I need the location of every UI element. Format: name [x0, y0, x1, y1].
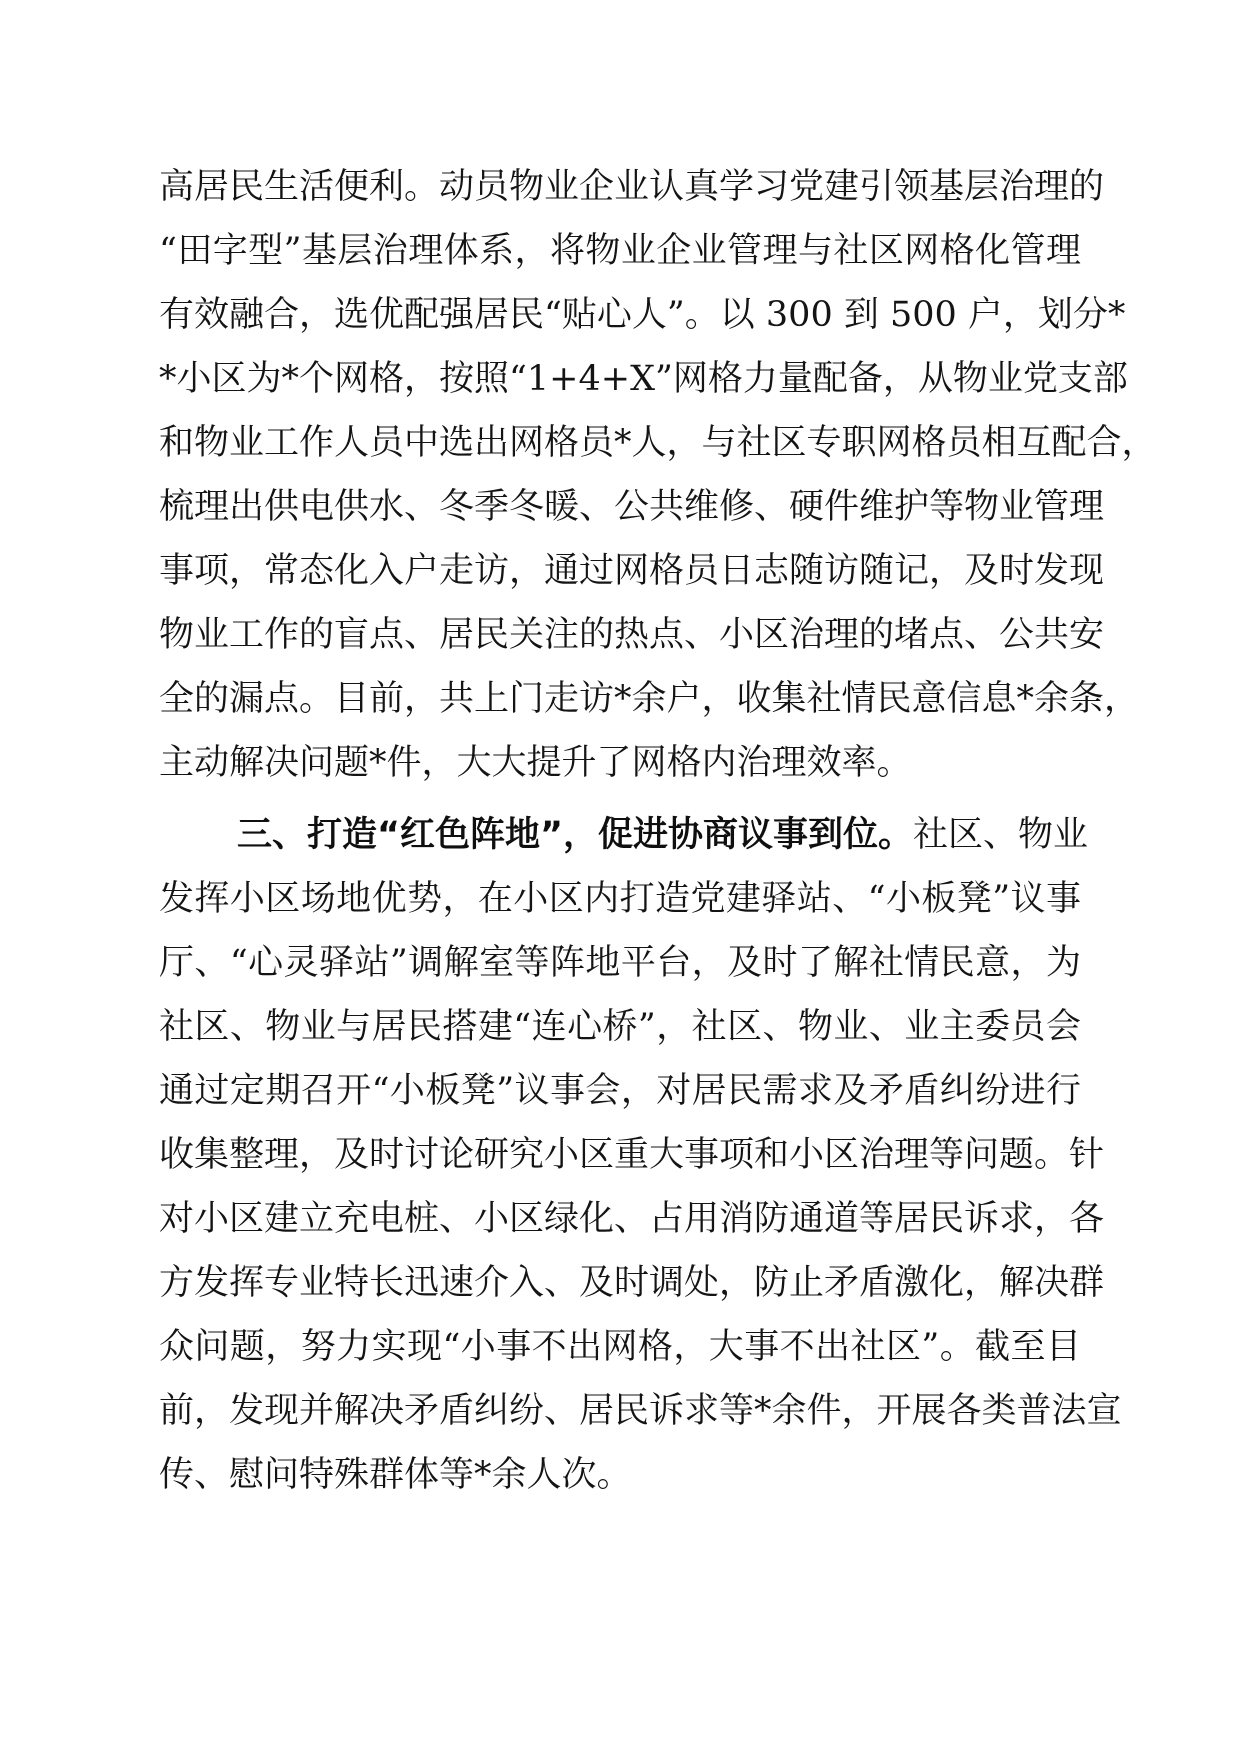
- text-line: 主动解决问题*件，大大提升了网格内治理效率。: [159, 743, 912, 783]
- text-line: 高居民生活便利。动员物业企业认真学习党建引领基层治理的: [159, 167, 1105, 207]
- text-line: 传、慰问特殊群体等*余人次。: [159, 1455, 632, 1495]
- text-line: 社区、物业与居民搭建“连心桥”，社区、物业、业主委员会: [159, 1007, 1081, 1047]
- text-line: 和物业工作人员中选出网格员*人，与社区专职网格员相互配合，: [159, 423, 1157, 463]
- text-line: 物业工作的盲点、居民关注的热点、小区治理的堵点、公共安: [159, 615, 1105, 655]
- text-line: 对小区建立充电桩、小区绿化、占用消防通道等居民诉求，各: [159, 1199, 1105, 1239]
- text-line: 方发挥专业特长迅速介入、及时调处，防止矛盾激化，解决群: [159, 1263, 1105, 1303]
- heading-line-continuation: 社区、物业: [913, 815, 1089, 855]
- section-heading-line: [237, 803, 1089, 867]
- text-line: 全的漏点。目前，共上门走访*余户，收集社情民意信息*余条，: [159, 679, 1140, 719]
- text-line: 厅、“心灵驿站”调解室等阵地平台，及时了解社情民意，为: [159, 943, 1081, 983]
- text-line: 有效融合，选优配强居民“贴心人”。以 300 到 500 户，划分*: [159, 295, 1126, 335]
- text-line: 通过定期召开“小板凳”议事会，对居民需求及矛盾纠纷进行: [159, 1071, 1081, 1111]
- text-line: 前，发现并解决矛盾纠纷、居民诉求等*余件，开展各类普法宣: [159, 1391, 1122, 1431]
- text-line: 众问题，努力实现“小事不出网格，大事不出社区”。截至目: [159, 1327, 1081, 1367]
- section-heading: 三、打造“红色阵地”，促进协商议事到位。: [237, 815, 914, 855]
- text-line: “田字型”基层治理体系，将物业企业管理与社区网格化管理: [159, 231, 1081, 271]
- text-line: 事项，常态化入户走访，通过网格员日志随访随记，及时发现: [159, 551, 1105, 591]
- text-line: 梳理出供电供水、冬季冬暖、公共维修、硬件维护等物业管理: [159, 487, 1105, 527]
- text-line: 发挥小区场地优势，在小区内打造党建驿站、“小板凳”议事: [159, 879, 1081, 919]
- text-line: *小区为*个网格，按照“1+4+X”网格力量配备，从物业党支部: [159, 359, 1128, 399]
- text-line: 收集整理，及时讨论研究小区重大事项和小区治理等问题。针: [159, 1135, 1105, 1175]
